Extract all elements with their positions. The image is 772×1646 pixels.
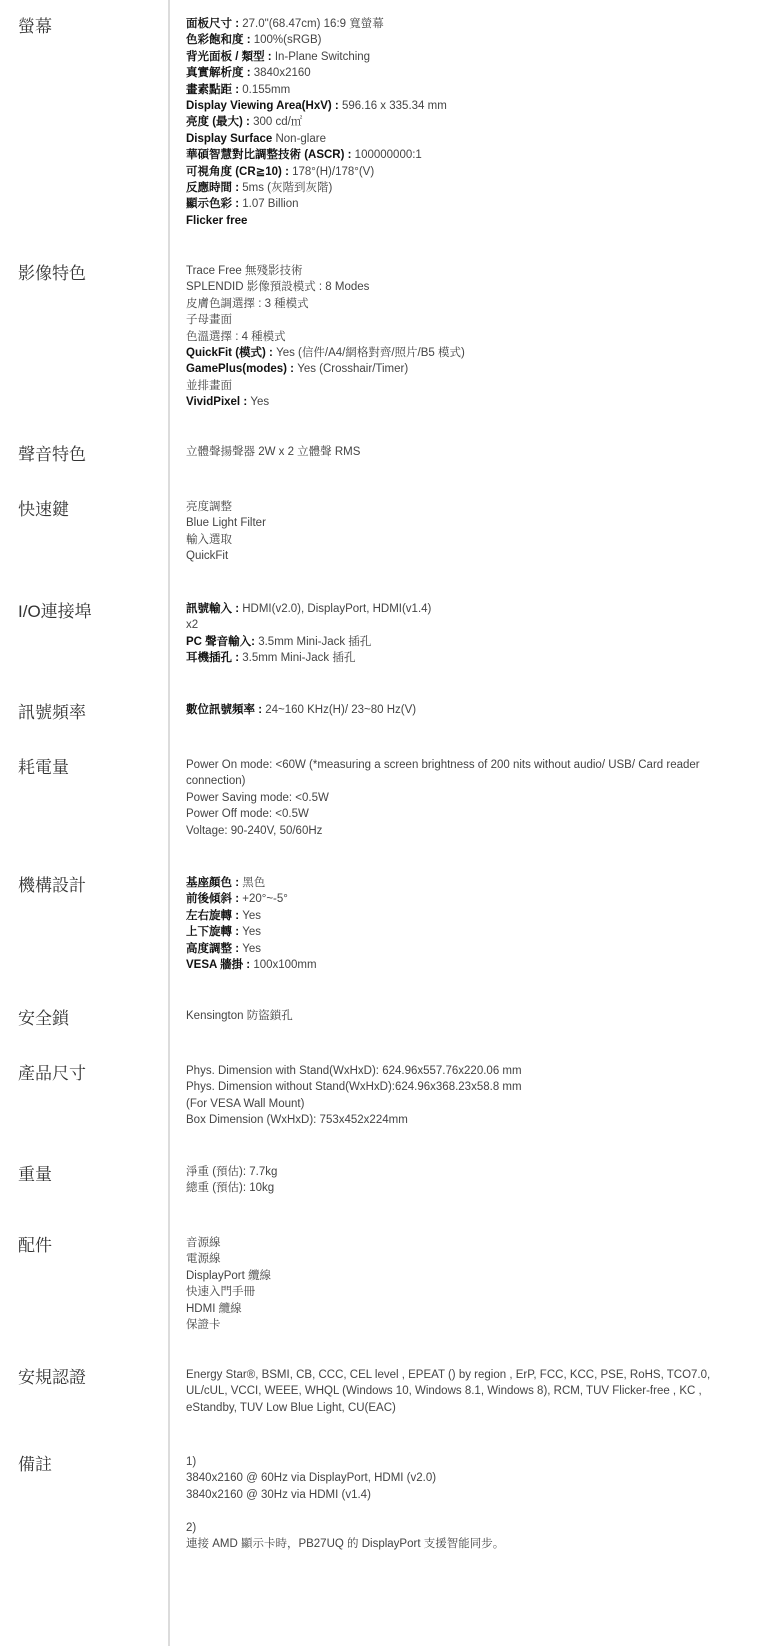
section-label: 配件 (18, 1236, 52, 1255)
section-label: 影像特色 (18, 264, 86, 283)
spec-line (186, 1520, 742, 1536)
section-content (186, 702, 742, 718)
spec-line (186, 1284, 742, 1300)
spec-value: 178°(H)/178°(V) (292, 165, 375, 178)
spec-value: DisplayPort 纜線 (186, 1269, 271, 1282)
spec-line (186, 394, 742, 410)
spec-key: GamePlus(modes) : (186, 363, 298, 376)
spec-key: Display Surface (186, 132, 276, 145)
spec-line (186, 32, 742, 48)
spec-value: 0.155mm (242, 83, 291, 96)
spec-line (186, 1317, 742, 1333)
section-label: I/O連接埠 (18, 602, 92, 621)
spec-line (186, 806, 742, 822)
spec-value: 3840x2160 @ 30Hz via HDMI (v1.4) (186, 1488, 371, 1501)
spec-value: Trace Free 無殘影技術 (186, 265, 303, 277)
spec-line (186, 1063, 742, 1079)
spec-line (186, 1503, 742, 1519)
spec-value: 電源線 (186, 1253, 221, 1266)
section-content (186, 499, 742, 565)
spec-line (186, 131, 742, 147)
spec-line (186, 196, 742, 212)
spec-line (186, 1112, 742, 1128)
spec-value: 亮度調整 (186, 501, 232, 513)
spec-line (186, 1180, 742, 1196)
section-label: 訊號頻率 (18, 703, 86, 722)
spec-value: 24~160 KHz(H)/ 23~80 Hz(V) (265, 704, 417, 716)
spec-line (186, 1454, 742, 1470)
spec-value: SPLENDID 影像預設模式 : 8 Modes (186, 281, 370, 294)
spec-line (186, 98, 742, 114)
spec-value: 3840x2160 @ 60Hz via DisplayPort, HDMI (v2.0) (186, 1472, 437, 1485)
spec-value: 快速入門手冊 (186, 1286, 255, 1299)
spec-line (186, 1536, 742, 1552)
section-content (186, 444, 742, 460)
spec-value: 3.5mm Mini-Jack 插孔 (242, 652, 356, 665)
spec-key: VESA 牆掛 : (186, 959, 254, 972)
spec-line (186, 875, 742, 891)
spec-line (186, 601, 742, 617)
spec-line (186, 548, 742, 564)
spec-line (186, 957, 742, 973)
section-content (186, 16, 742, 229)
spec-line (186, 941, 742, 957)
spec-line (186, 378, 742, 394)
spec-line (186, 49, 742, 65)
section-label: 聲音特色 (18, 445, 86, 464)
spec-value: 5ms (灰階到灰階) (242, 182, 333, 195)
spec-key: 可視角度 (CR≧10) : (186, 165, 293, 178)
section-label: 備註 (18, 1455, 52, 1474)
section-label: 快速鍵 (18, 500, 69, 519)
spec-key: 畫素點距 : (186, 83, 243, 96)
spec-value: 100%(sRGB) (253, 34, 322, 47)
spec-line (186, 908, 742, 924)
section-content (186, 1008, 742, 1024)
spec-key: 基座顏色 : (186, 877, 243, 889)
section-label: 安規認證 (18, 1368, 86, 1387)
spec-key: 左右旋轉 : (186, 909, 243, 922)
spec-key: 真實解析度 : (186, 67, 254, 80)
spec-line (186, 634, 742, 650)
spec-value: 3840x2160 (253, 67, 311, 80)
spec-value: HDMI 纜線 (186, 1302, 242, 1315)
spec-line (186, 213, 742, 229)
spec-key: 前後傾斜 : (186, 893, 243, 906)
spec-line (186, 757, 742, 790)
spec-value: 596.16 x 335.34 mm (341, 100, 447, 113)
spec-key: 華碩智慧對比調整技術 (ASCR) : (186, 149, 355, 162)
spec-key: 背光面板 / 類型 : (186, 50, 275, 63)
spec-line (186, 924, 742, 940)
spec-value: Power On mode: <60W (*measuring a screen brightness of 200 nits without audio/ USB/ Card reader connection) (186, 759, 700, 788)
spec-line (186, 329, 742, 345)
spec-line (186, 114, 742, 130)
spec-line (186, 147, 742, 163)
spec-line (186, 499, 742, 515)
spec-value: 總重 (預估): 10kg (186, 1182, 275, 1195)
section-content (186, 1063, 742, 1129)
spec-value: Yes (信件/A4/網格對齊/照片/B5 模式) (276, 347, 465, 360)
spec-value: 2) (186, 1521, 197, 1534)
spec-value: Kensington 防盜鎖孔 (186, 1010, 293, 1022)
spec-line (186, 1301, 742, 1317)
spec-key: 顯示色彩 : (186, 198, 243, 211)
spec-line (186, 312, 742, 328)
spec-value: 並排畫面 (186, 379, 232, 392)
section-label: 螢幕 (18, 17, 52, 36)
spec-value: +20°~-5° (242, 893, 288, 906)
spec-key: 耳機插孔 : (186, 652, 243, 665)
spec-key: 亮度 (最大) : (186, 116, 254, 129)
spec-line (186, 823, 742, 839)
spec-line (186, 515, 742, 531)
spec-value: 色溫選擇 : 4 種模式 (186, 330, 286, 343)
section-label: 重量 (18, 1165, 52, 1184)
spec-value: Yes (242, 909, 261, 922)
spec-value: 100x100mm (253, 959, 317, 972)
spec-line (186, 1008, 742, 1024)
spec-value: Yes (242, 942, 261, 955)
spec-line (186, 180, 742, 196)
spec-line (186, 1096, 742, 1112)
spec-line (186, 790, 742, 806)
section-label: 產品尺寸 (18, 1064, 86, 1083)
spec-key: Display Viewing Area(HxV) : (186, 100, 342, 113)
spec-line (186, 891, 742, 907)
spec-line (186, 702, 742, 718)
spec-key: 反應時間 : (186, 182, 243, 195)
spec-key: 數位訊號頻率 : (186, 704, 266, 716)
spec-value: 子母畫面 (186, 314, 232, 327)
section-content (186, 1164, 742, 1197)
spec-value: 音源線 (186, 1237, 221, 1249)
spec-value: 1) (186, 1456, 197, 1468)
section-content (186, 875, 742, 973)
spec-key: Flicker free (186, 214, 248, 227)
spec-value: Yes (242, 926, 261, 939)
section-content (186, 1367, 742, 1416)
spec-key: 色彩飽和度 : (186, 34, 254, 47)
spec-value: In-Plane Switching (274, 50, 371, 63)
spec-line (186, 650, 742, 666)
spec-value: x2 (186, 619, 199, 632)
spec-line (186, 1470, 742, 1486)
spec-value: Phys. Dimension without Stand(WxHxD):624.96x368.23x58.8 mm (186, 1081, 522, 1094)
spec-line (186, 1164, 742, 1180)
spec-key: 上下旋轉 : (186, 926, 243, 939)
spec-value: (For VESA Wall Mount) (186, 1097, 305, 1110)
spec-value: Energy Star®, BSMI, CB, CCC, CEL level , EPEAT () by region , ErP, FCC, KCC, PSE, RoHS, TCO7.0, UL/cUL, VCCI, WEEE, WHQL (Windows 10, Windows 8.1, Windows 8), RCM, TUV Flicker-free , KC , eStandby, TUV Low Blue Light, CU(EAC) (186, 1369, 711, 1414)
section-label: 耗電量 (18, 758, 69, 777)
spec-line (186, 1367, 742, 1416)
spec-value: 立體聲揚聲器 2W x 2 立體聲 RMS (186, 446, 361, 458)
spec-line (186, 1268, 742, 1284)
spec-value: 輸入選取 (186, 533, 232, 546)
spec-value: Box Dimension (WxHxD): 753x452x224mm (186, 1114, 408, 1127)
spec-value: QuickFit (186, 550, 229, 563)
spec-line (186, 164, 742, 180)
spec-value: 連接 AMD 顯示卡時，PB27UQ 的 DisplayPort 支援智能同步。 (186, 1538, 505, 1551)
spec-key: PC 聲音輸入: (186, 635, 259, 648)
spec-line (186, 1251, 742, 1267)
spec-line (186, 263, 742, 279)
spec-value: Yes (250, 396, 270, 409)
column-divider (168, 0, 170, 1646)
spec-line (186, 444, 742, 460)
spec-key: 訊號輸入 : (186, 603, 243, 615)
section-content (186, 1454, 742, 1552)
spec-value: Power Saving mode: <0.5W (186, 791, 329, 804)
spec-line (186, 361, 742, 377)
spec-key: QuickFit (模式) : (186, 347, 277, 360)
spec-line (186, 345, 742, 361)
spec-value: 淨重 (預估): 7.7kg (186, 1166, 278, 1178)
spec-value: Power Off mode: <0.5W (186, 808, 309, 821)
spec-value: HDMI(v2.0), DisplayPort, HDMI(v1.4) (242, 603, 432, 615)
spec-value: 27.0"(68.47cm) 16:9 寬螢幕 (242, 18, 384, 30)
spec-value: Non-glare (275, 132, 326, 145)
spec-line (186, 532, 742, 548)
spec-line (186, 1079, 742, 1095)
spec-value: Phys. Dimension with Stand(WxHxD): 624.96x557.76x220.06 mm (186, 1065, 522, 1077)
section-label: 機構設計 (18, 876, 86, 895)
spec-key: 面板尺寸 : (186, 18, 243, 30)
section-label: 安全鎖 (18, 1009, 69, 1028)
spec-value: Voltage: 90-240V, 50/60Hz (186, 824, 323, 837)
spec-key: 高度調整 : (186, 942, 243, 955)
spec-line (186, 65, 742, 81)
spec-value: 保證卡 (186, 1319, 221, 1332)
spec-line (186, 1487, 742, 1503)
spec-value: 皮膚色調選擇 : 3 種模式 (186, 297, 309, 310)
spec-value: 100000000:1 (354, 149, 422, 162)
spec-value: 300 cd/㎡ (253, 116, 303, 129)
spec-line (186, 1235, 742, 1251)
section-content (186, 263, 742, 411)
spec-key: VividPixel : (186, 396, 251, 409)
spec-value: 黑色 (242, 877, 266, 889)
spec-line (186, 279, 742, 295)
section-content (186, 1235, 742, 1333)
spec-line (186, 617, 742, 633)
section-content (186, 601, 742, 667)
spec-value: 3.5mm Mini-Jack 插孔 (258, 635, 372, 648)
spec-value: Yes (Crosshair/Timer) (297, 363, 409, 376)
spec-line (186, 16, 742, 32)
spec-line (186, 296, 742, 312)
spec-value: 1.07 Billion (242, 198, 299, 211)
spec-value: Blue Light Filter (186, 517, 266, 530)
spec-line (186, 82, 742, 98)
section-content (186, 757, 742, 839)
